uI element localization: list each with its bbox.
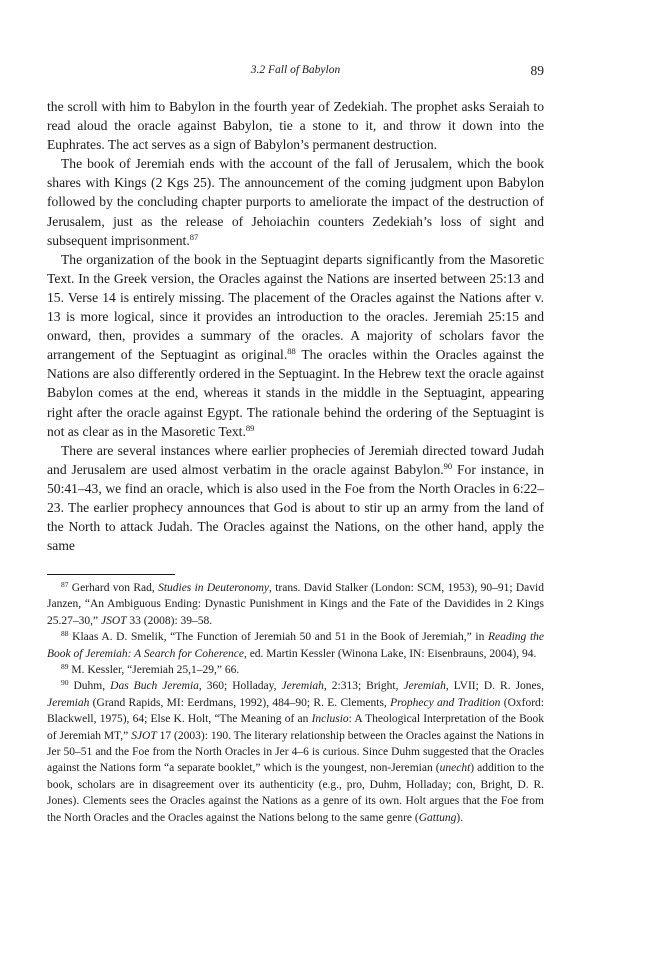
footnote-ref-87[interactable]: 87 [189, 231, 199, 242]
running-head [47, 64, 544, 82]
page-number: 89 [530, 63, 544, 78]
paragraph-4: There are several instances where earlier prophecies of Jeremiah directed toward Judah and Jerusalem are used almost verbatim in the oracle against Babylon.$^{90}$ For instance, in 50:41–43, we find an oracle, which is also used in the Foe from the North Oracles in 6:22–23. The earlier prophecy announces that God is about to stir up an army from the land of the North to attack Judah. The Oracles against the Nations, on the other hand, apply the same [47, 442, 545, 554]
footnote-ref-90[interactable]: 90 [443, 460, 453, 471]
footnotes [47, 580, 544, 826]
footnote-87: $^{87}$ Gerhard von Rad, Studies in Deuteronomy, trans. David Stalker (London: SCM, 1953), 90–91; David Janzen, “An Ambiguous Ending: Dynastic Punishment in Kings and the Fate of the Davidides in 2 Kings 25.27–30,” JSOT 33 (2008): 39–58. [47, 580, 544, 627]
footnote-89: $^{89}$ M. Kessler, “Jeremiah 25,1–29,” 66. [61, 662, 240, 677]
footnote-88: $^{88}$ Klaas A. D. Smelik, “The Function of Jeremiah 50 and 51 in the Book of Jeremiah,” in Reading the Book of Jeremiah: A Search for Coherence, ed. Martin Kessler (Winona Lake, IN: Eisenbrauns, 2004), 94. [47, 629, 544, 660]
main-text [47, 97, 544, 555]
footnote-divider [47, 574, 175, 575]
footnote-ref-89[interactable]: 89 [245, 422, 255, 433]
footnote-90: $^{90}$ Duhm, Das Buch Jeremia, 360; Holladay, Jeremiah, 2:313; Bright, Jeremiah, LVII; D. R. Jones, Jeremiah (Grand Rapids, MI: Eerdmans, 1992), 484–90; R. E. Clements, Prophecy and Tradition (Oxford: Blackwell, 1975), 64; Else K. Holt, “The Meaning of an Inclusio: A Theological Interpretation of the Book of Jeremiah MT,” SJOT 17 (2003): 190. The literary relationship between the Oracles against the Nations in Jer 50–51 and the Foe from the North Oracles in Jer 4–6 is curious. Since Duhm suggested that the Oracles against the Nations form “a separate booklet,” which is the youngest, non-Jeremian (unecht) addition to the book, scholars are in disagreement over its authenticity (e.g., pro, Duhm, Holladay; con, Bright, D. R. Jones). Clements sees the Oracles against the Nations as a genre of its own. Holt argues that the Foe from the North Oracles and the Oracles against the Nations belong to the same genre (Gattung). [47, 678, 544, 824]
paragraph-3: The organization of the book in the Septuagint departs significantly from the Masoretic Text. In the Greek version, the Oracles against the Nations are inserted between 25:13 and 15. Verse 14 is entirely missing. The placement of the Oracles against the Nations after v. 13 is more logical, since it provides an introduction to the oracles. Jeremiah 25:15 and onward, then, provides a summary of the oracles. A majority of scholars favor the arrangement of the Septuagint as original.$^{88}$ The oracles within the Oracles against the Nations are also differently ordered in the Septuagint. In the Hebrew text the oracle against Babylon comes at the end, whereas it stands in the middle in the Septuagint, appearing right after the oracle against Egypt. The rationale behind the ordering of the Septuagint is not as clear as in the Masoretic Text.$^{89}$ [47, 251, 544, 439]
footnote-ref-88[interactable]: 88 [287, 346, 296, 357]
running-title: 3.2 Fall of Babylon [250, 64, 341, 76]
paragraph-1: the scroll with him to Babylon in the fourth year of Zedekiah. The prophet asks Seraiah to read aloud the oracle against Babylon, tie a stone to it, and throw it down into the Euphrates. The act serves as a sign of Babylon’s permanent destruction. [47, 99, 544, 153]
paragraph-2: The book of Jeremiah ends with the account of the fall of Jerusalem, which the book shares with Kings (2 Kgs 25). The announcement of the coming judgment upon Babylon followed by the concluding chapter purports to ameliorate the impact of the destruction of Jerusalem, just as the release of Jehoiachin counters Zedekiah’s loss of sight and subsequent imprisonment.$^{87}$ [47, 156, 544, 248]
